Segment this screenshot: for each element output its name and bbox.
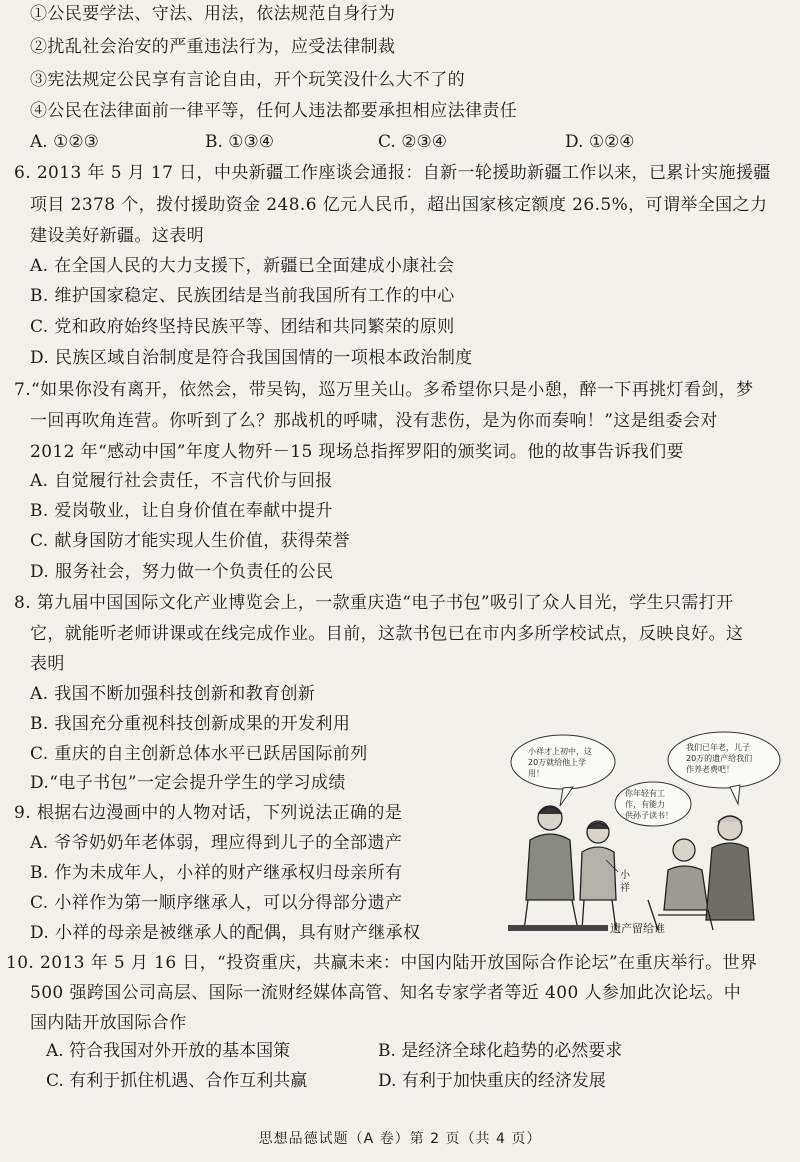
q6-stem-line-1: 6. 2013 年 5 月 17 日，中央新疆工作座谈会通报：自新一轮援助新疆工作以来，已累计实施援疆 [14, 163, 771, 183]
q7-option-d[interactable]: D. 服务社会，努力做一个负责任的公民 [30, 562, 334, 582]
q9-stem-line-1: 9. 根据右边漫画中的人物对话，下列说法正确的是 [14, 803, 403, 823]
q5-statement-4: ④公民在法律面前一律平等，任何人违法都要承担相应法律责任 [30, 101, 518, 121]
bubble-grandparents-line-1: 我们已年老，儿子 [686, 743, 750, 752]
name-label-2: 祥 [620, 883, 630, 894]
inheritance-cartoon [508, 730, 784, 940]
mother-figure [524, 806, 578, 930]
q9-option-c[interactable]: C. 小祥作为第一顺序继承人，可以分得部分遗产 [30, 893, 403, 913]
q8-stem-line-1: 8. 第九届中国国际文化产业博览会上，一款重庆造“电子书包”吸引了众人目光，学生只需打开 [14, 593, 734, 613]
name-label-1: 小 [620, 870, 630, 881]
q6-stem-line-3: 建设美好新疆。这表明 [30, 226, 204, 246]
q7-option-c[interactable]: C. 献身国防才能实现人生价值，获得荣誉 [30, 531, 351, 551]
q6-option-a[interactable]: A. 在全国人民的大力支援下，新疆已全面建成小康社会 [30, 256, 455, 276]
q7-option-a[interactable]: A. 自觉履行社会责任，不言代价与回报 [30, 471, 333, 491]
q8-stem-line-2: 它，就能听老师讲课或在线完成作业。目前，这款书包已在市内多所学校试点，反映良好。这 [30, 624, 744, 644]
q7-stem-line-3: 2012 年“感动中国”年度人物歼－15 现场总指挥罗阳的颁奖词。他的故事告诉我们要 [30, 442, 684, 462]
bubble-mother-line-1: 小祥才上初中，这 [528, 747, 592, 756]
q6-stem-line-2: 项目 2378 个，拨付援助资金 248.6 亿元人民币，超出国家核定额度 26.5%，可谓举全国之力 [30, 195, 768, 215]
q7-option-b[interactable]: B. 爱岗敬业，让自身价值在奉献中提升 [30, 501, 333, 521]
q8-stem-line-3: 表明 [30, 654, 65, 674]
bubble-mother-line-2: 20万就给他上学 [528, 758, 587, 767]
page-footer: 思想品德试题（A 卷）第 2 页（共 4 页） [258, 1131, 542, 1147]
bubble-third-line-2: 作，有能力 [625, 800, 665, 809]
q10-option-b[interactable]: B. 是经济全球化趋势的必然要求 [378, 1041, 623, 1061]
q7-stem-line-2: 一回再吹角连营。你听到了么？那战机的呼啸，没有悲伤，是为你而奏响！”这是组委会对 [30, 411, 718, 431]
q5-statement-3: ③宪法规定公民享有言论自由，开个玩笑没什么大不了的 [30, 70, 465, 90]
q5-option-d[interactable]: D. ①②④ [565, 132, 635, 152]
q8-option-c[interactable]: C. 重庆的自主创新总体水平已跃居国际前列 [30, 744, 368, 764]
q8-option-b[interactable]: B. 我国充分重视科技创新成果的开发利用 [30, 714, 351, 734]
q9-option-b[interactable]: B. 作为未成年人，小祥的财产继承权归母亲所有 [30, 863, 403, 883]
q10-stem-line-2: 500 强跨国公司高层、国际一流财经媒体高管、知名专家学者等近 400 人参加此次论坛。中 [30, 983, 742, 1003]
cartoon-drawing [508, 730, 784, 940]
q5-statement-2: ②扰乱社会治安的严重违法行为，应受法律制裁 [30, 37, 396, 57]
q10-option-a[interactable]: A. 符合我国对外开放的基本国策 [46, 1041, 291, 1061]
q5-option-a[interactable]: A. ①②③ [30, 132, 99, 152]
q6-option-b[interactable]: B. 维护国家稳定、民族团结是当前我国所有工作的中心 [30, 286, 455, 306]
q5-option-c[interactable]: C. ②③④ [378, 132, 447, 152]
q8-option-d[interactable]: D.“电子书包”一定会提升学生的学习成绩 [30, 773, 346, 793]
q7-stem-line-1: 7.“如果你没有离开，依然会，带吴钩，巡万里关山。多希望你只是小憩，醉一下再挑灯看剑，梦 [14, 380, 754, 400]
q5-statement-1: ①公民要学法、守法、用法，依法规范自身行为 [30, 4, 396, 24]
bubble-third-line-3: 供孙子读书！ [625, 811, 673, 820]
grandma-figure [706, 816, 754, 920]
q9-option-a[interactable]: A. 爷爷奶奶年老体弱，理应得到儿子的全部遗产 [30, 833, 403, 853]
boy-figure [580, 821, 616, 930]
bubble-third-line-1: 你年轻有工 [625, 789, 665, 798]
q10-option-d[interactable]: D. 有利于加快重庆的经济发展 [378, 1071, 606, 1091]
bubble-grandparents-line-2: 20万的遗产给我们 [686, 754, 753, 763]
q9-option-d[interactable]: D. 小祥的母亲是被继承人的配偶，具有财产继承权 [30, 923, 421, 943]
q6-option-d[interactable]: D. 民族区域自治制度是符合我国国情的一项根本政治制度 [30, 348, 473, 368]
q5-option-b[interactable]: B. ①③④ [205, 132, 275, 152]
bubble-mother-line-3: 用！ [528, 769, 544, 778]
q8-option-a[interactable]: A. 我国不断加强科技创新和教育创新 [30, 684, 316, 704]
q10-stem-line-1: 10. 2013 年 5 月 16 日，“投资重庆，共赢未来：中国内陆开放国际合作论坛”在重庆举行。世界 [6, 953, 758, 973]
cartoon-caption: 遗产留给谁 [610, 922, 665, 935]
q6-option-c[interactable]: C. 党和政府始终坚持民族平等、团结和共同繁荣的原则 [30, 317, 455, 337]
q10-option-c[interactable]: C. 有利于抓住机遇、合作互利共赢 [46, 1071, 308, 1091]
bubble-grandparents-line-3: 作养老费吧！ [686, 765, 734, 774]
q10-stem-line-3: 国内陆开放国际合作 [30, 1013, 187, 1033]
